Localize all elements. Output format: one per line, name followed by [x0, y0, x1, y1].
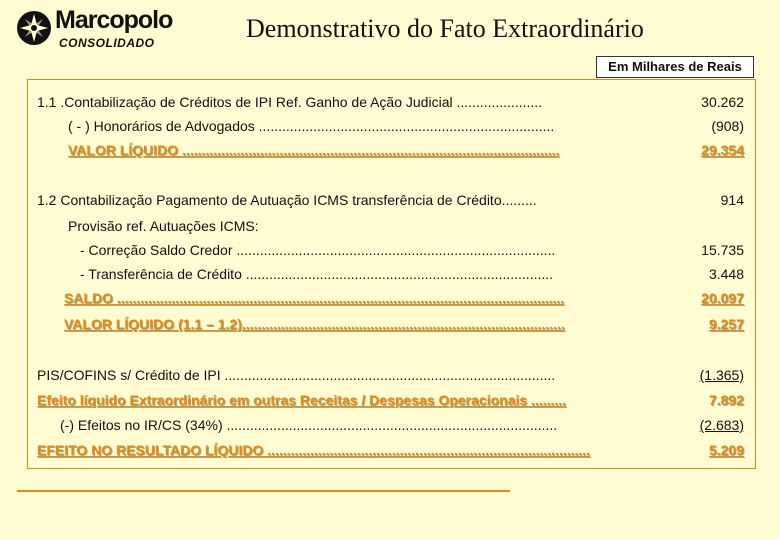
table-row: [28, 142, 757, 162]
table-row: [28, 367, 757, 387]
row-value: 9.257: [708, 316, 744, 332]
footer-divider: [17, 490, 510, 492]
row-value: 914: [720, 192, 744, 208]
table-row: [28, 290, 757, 310]
marcopolo-emblem-icon: [16, 10, 52, 46]
row-label: 1.1 .Contabilização de Créditos de IPI Ref. Ganho de Ação Judicial ......................: [37, 94, 543, 110]
table-row: [28, 442, 757, 462]
row-value: 7.892: [708, 392, 744, 408]
table-row: [28, 94, 757, 114]
table-row: [28, 242, 757, 262]
logo-subtitle: CONSOLIDADO: [59, 36, 155, 50]
row-label: ( - ) Honorários de Advogados ............................................................................: [68, 118, 555, 134]
row-label: (-) Efeitos no IR/CS (34%) .....................................................................................: [60, 417, 558, 433]
row-value: 29.354: [701, 142, 744, 158]
company-logo: [16, 6, 191, 54]
row-value: 15.735: [701, 242, 744, 258]
row-value: (2.683): [699, 417, 744, 433]
row-label: Provisão ref. Autuações ICMS:: [68, 218, 259, 234]
row-label: VALOR LÍQUIDO (1.1 – 1.2)...................................................................................: [64, 316, 565, 332]
page-title: Demonstrativo do Fato Extraordinário: [246, 14, 644, 43]
table-row: [28, 266, 757, 286]
row-value: 3.448: [708, 266, 744, 282]
table-row: [28, 316, 757, 336]
row-label: EFEITO NO RESULTADO LÍQUIDO ...................................................................................: [37, 442, 591, 458]
table-row: [28, 417, 757, 437]
row-value: (908): [711, 118, 744, 134]
logo-name: Marcopolo: [55, 6, 173, 34]
row-label: VALOR LÍQUIDO .................................................................................................: [68, 142, 560, 158]
row-label: SALDO ...................................................................................................................: [64, 290, 565, 306]
row-value: (1.365): [699, 367, 744, 383]
row-value: 30.262: [701, 94, 744, 110]
row-label: - Transferência de Crédito ...............................................................................: [80, 266, 554, 282]
row-label: 1.2 Contabilização Pagamento de Autuação ICMS transferência de Crédito.........: [37, 192, 537, 208]
row-label: - Correção Saldo Credor ..................................................................................: [80, 242, 556, 258]
table-row: [28, 218, 757, 238]
row-value: 5.209: [708, 442, 744, 458]
row-label: PIS/COFINS s/ Crédito de IPI .....................................................................................: [37, 367, 556, 383]
table-row: [28, 392, 757, 412]
units-badge: Em Milhares de Reais: [596, 56, 754, 78]
row-label: Efeito líquido Extraordinário em outras Receitas / Despesas Operacionais .........: [37, 392, 567, 408]
table-row: [28, 192, 757, 212]
row-value: 20.097: [701, 290, 744, 306]
statement-frame: [27, 79, 756, 469]
table-row: [28, 118, 757, 138]
